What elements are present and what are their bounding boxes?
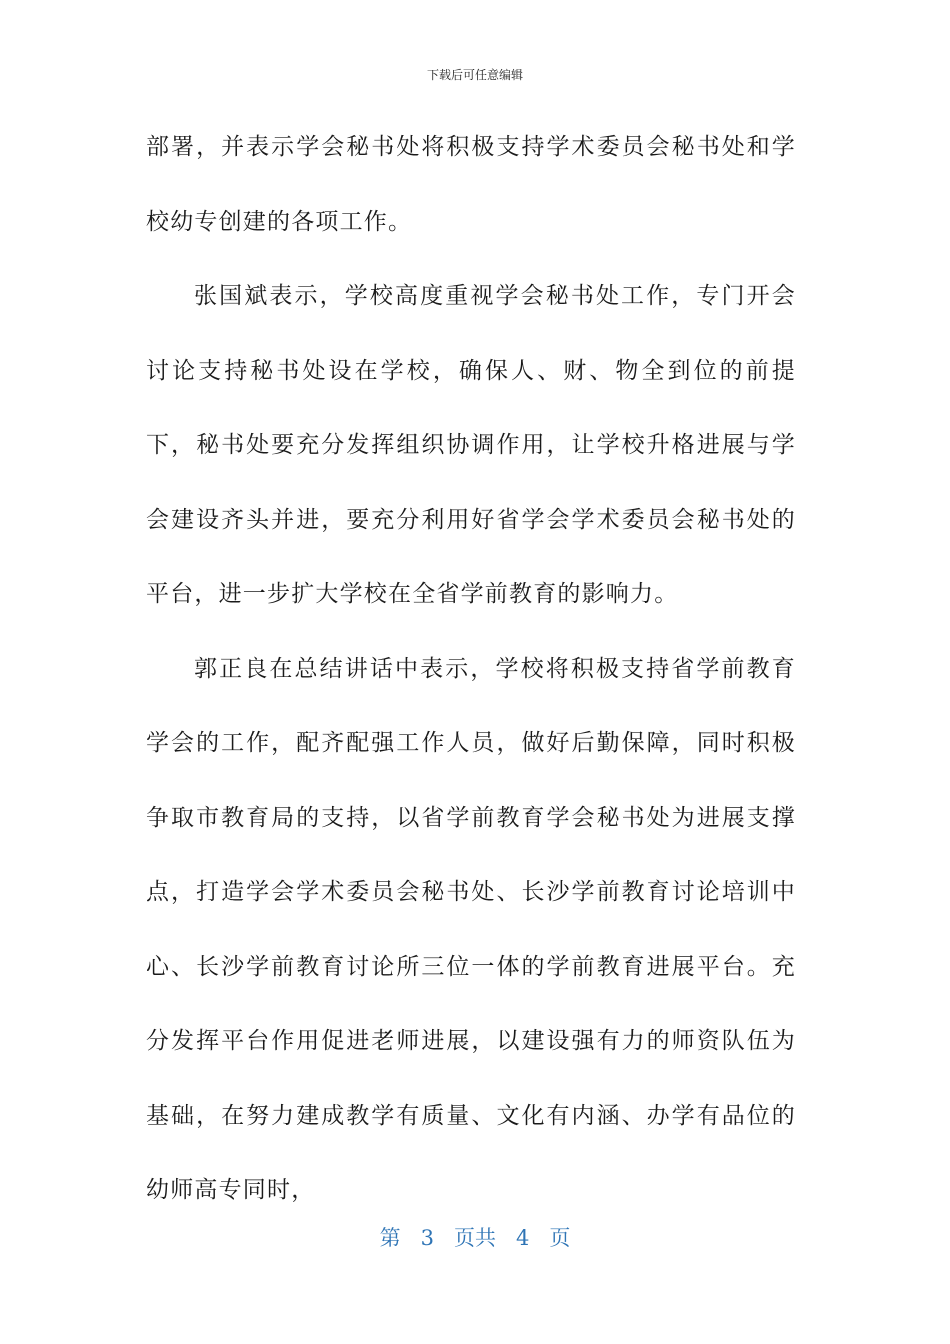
- page-footer: [0, 1222, 950, 1252]
- document-body: [146, 110, 796, 1228]
- footer-middle: 页共: [454, 1226, 496, 1250]
- paragraph: 郭正良在总结讲话中表示，学校将积极支持省学前教育学会的工作，配齐配强工作人员，做好后勤保障，同时积极争取市教育局的支持，以省学前教育学会秘书处为进展支撑点，打造学会学术委员会秘书处、长沙学前教育讨论培训中心、长沙学前教育讨论所三位一体的学前教育进展平台。充分发挥平台作用促进老师进展，以建设强有力的师资队伍为基础，在努力建成教学有质量、文化有内涵、办学有品位的幼师高专同时，: [146, 655, 796, 1203]
- total-pages-number: 4: [516, 1226, 530, 1250]
- header-note: 下载后可任意编辑: [426, 68, 523, 82]
- footer-suffix: 页: [549, 1226, 571, 1250]
- paragraph: 张国斌表示，学校高度重视学会秘书处工作，专门开会讨论支持秘书处设在学校，确保人、财、物全到位的前提下，秘书处要充分发挥组织协调作用，让学校升格进展与学会建设齐头并进，要充分利用好省学会学术委员会秘书处的平台，进一步扩大学校在全省学前教育的影响力。: [146, 283, 796, 607]
- current-page-number: 3: [420, 1226, 434, 1250]
- footer-prefix: 第: [379, 1226, 401, 1250]
- paragraph-continued: 部署，并表示学会秘书处将积极支持学术委员会秘书处和学校幼专创建的各项工作。: [146, 134, 796, 235]
